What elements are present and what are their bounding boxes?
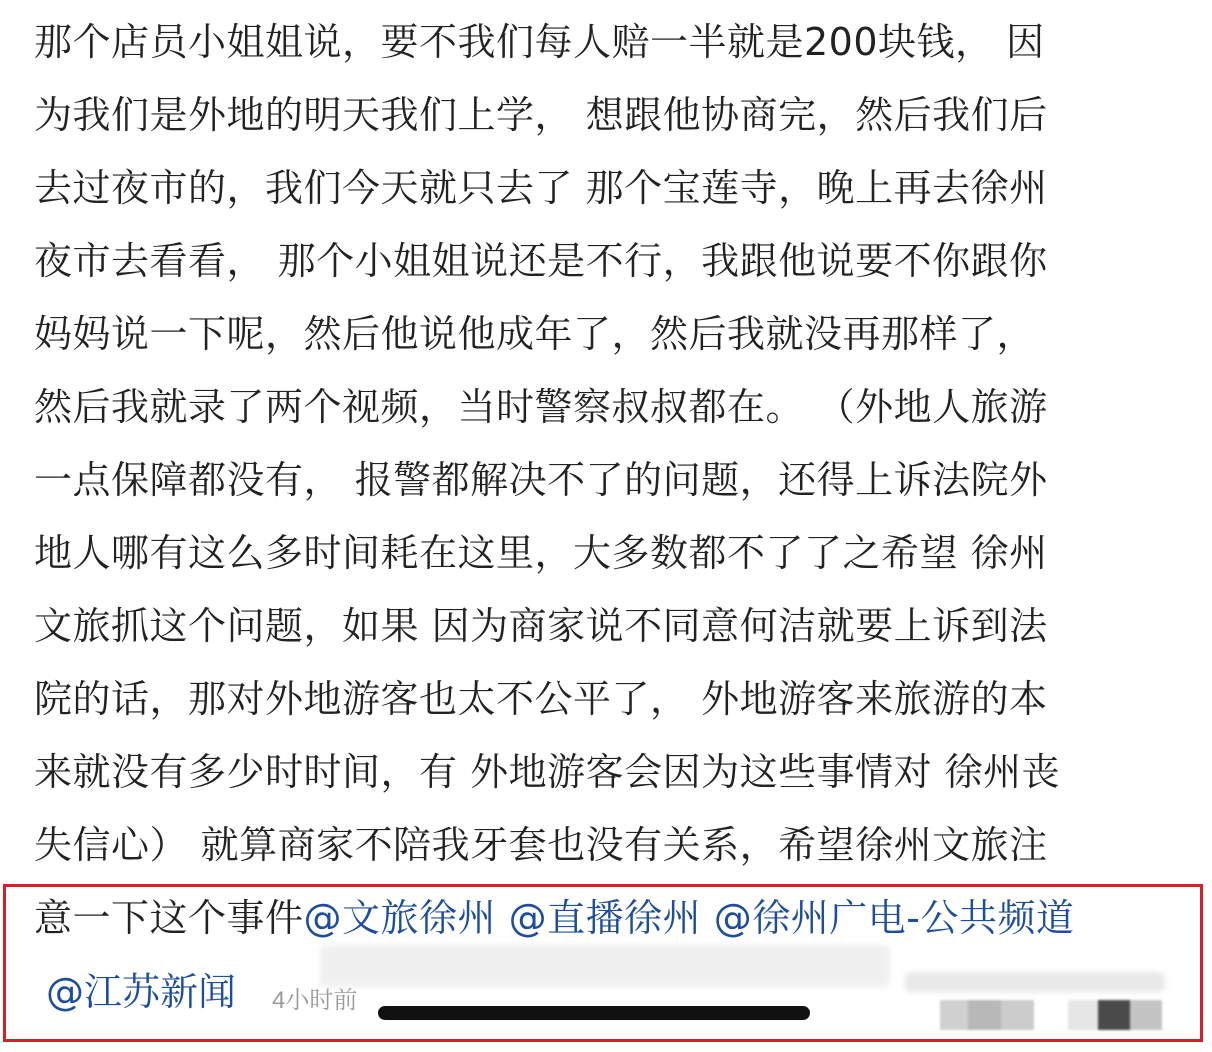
post-text-line: 来就没有多少时时间，有 外地游客会因为这些事情对 徐州丧 [34, 750, 1061, 794]
highlight-box [3, 884, 1203, 1042]
mention-zhibo-xuzhou[interactable]: @直播徐州 [508, 896, 702, 940]
post-text-line: 一点保障都没有， 报警都解决不了的问题，还得上诉法院外 [34, 458, 1048, 502]
post-text-line: 那个店员小姐姐说，要不我们每人赔一半就是200块钱， 因 [34, 20, 1045, 64]
post-text-line: 失信心） 就算商家不陪我牙套也没有关系，希望徐州文旅注 [34, 823, 1048, 867]
mention-wenlv-xuzhou[interactable]: @文旅徐州 [303, 896, 497, 940]
post-text-line: 去过夜市的，我们今天就只去了 那个宝莲寺，晚上再去徐州 [34, 166, 1048, 210]
post-text-fragment: 意一下这个事件 [34, 896, 304, 940]
post-text-line: 妈妈说一下呢，然后他说他成年了，然后我就没再那样了， [34, 312, 1036, 356]
post-text-line: 地人哪有这么多时间耗在这里，大多数都不了了之希望 徐州 [34, 531, 1048, 575]
mention-xuzhou-guangdian[interactable]: @徐州广电-公共频道 [713, 896, 1075, 940]
post-text-line: 文旅抓这个问题，如果 因为商家说不同意何洁就要上诉到法 [34, 604, 1048, 648]
post-text-line: 然后我就录了两个视频，当时警察叔叔都在。 （外地人旅游 [34, 385, 1048, 429]
post-text-line: 院的话，那对外地游客也太不公平了， 外地游客来旅游的本 [34, 677, 1048, 721]
post-timestamp: 4小时前 [272, 987, 358, 1014]
mention-jiangsu-news[interactable]: @江苏新闻 [46, 970, 237, 1014]
post-text-line: 夜市去看看， 那个小姐姐说还是不行，我跟他说要不你跟你 [34, 239, 1048, 283]
post-text-line: 为我们是外地的明天我们上学， 想跟他协商完，然后我们后 [34, 93, 1048, 137]
